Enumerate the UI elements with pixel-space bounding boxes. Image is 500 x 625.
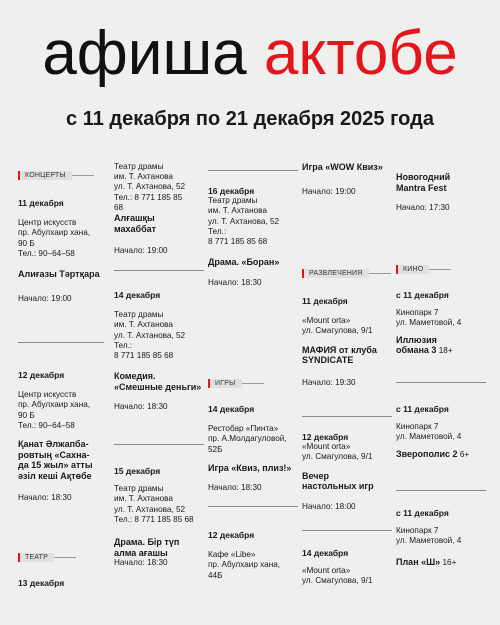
section-tag-concerts: КОНЦЕРТЫ xyxy=(18,170,104,180)
divider xyxy=(302,416,392,417)
event-date: 12 декабря xyxy=(208,530,255,540)
event-title-line-3: да 15 жыл» атты xyxy=(18,460,93,471)
event-venue: Театр драмы xyxy=(114,484,164,494)
event-title: Драма. «Боран» xyxy=(208,257,280,268)
event-title: План «Ш» xyxy=(396,556,441,567)
event-address: ул. Т. Ахтанова, 52 xyxy=(114,182,186,192)
event-title-line-2: алма ағашы xyxy=(114,547,168,558)
event-venue-2: им. Т. Ахтанова xyxy=(208,206,267,216)
event-title-line-1: Новогодний xyxy=(396,172,451,182)
event-movie-zootopia xyxy=(396,404,486,460)
age-rating: 6+ xyxy=(459,449,470,459)
event-date: 14 декабря xyxy=(114,290,161,300)
event-address: пр. А.Молдагуловой, xyxy=(208,434,287,444)
title-word-afisha: афиша xyxy=(42,19,247,88)
event-time: Начало: 19:00 xyxy=(302,186,356,196)
event-venue: «Mount orta» xyxy=(302,442,351,452)
event-address-2: 52Б xyxy=(208,444,223,454)
event-address: ул. Смагулова, 9/1 xyxy=(302,452,373,462)
page-title xyxy=(0,18,500,90)
event-movie-plan-sh xyxy=(396,508,486,568)
event-venue: Кинопарк 7 xyxy=(396,308,439,318)
event-date: 14 декабря xyxy=(208,404,255,414)
title-word-aktobe: актобе xyxy=(263,19,458,88)
divider xyxy=(208,506,298,507)
event-title-line-2: ровтың «Сахна- xyxy=(18,449,90,460)
event-title-line-1: Вечер xyxy=(302,470,330,481)
event-venue: Рестобар «Пинта» xyxy=(208,424,279,434)
divider xyxy=(396,490,486,491)
event-venue: «Mount orta» xyxy=(302,316,351,326)
event-phone: Тел.: 90–64–58 xyxy=(18,420,75,430)
divider xyxy=(114,270,204,271)
event-time: Начало: 18:30 xyxy=(114,402,168,412)
divider xyxy=(396,382,486,383)
event-date: 15 декабря xyxy=(114,466,161,476)
event-theatre-14 xyxy=(114,290,204,412)
event-time: Начало: 17:30 xyxy=(396,203,450,212)
event-title-line-4: әзіл кеші Ақтөбе xyxy=(18,470,92,481)
event-title-line-1: Драма. Бір түп xyxy=(114,537,180,548)
age-rating: 16+ xyxy=(442,557,457,567)
event-date: 12 декабря xyxy=(302,432,349,442)
event-venue: Театр драмы xyxy=(114,162,164,171)
event-title-line-2: настольных игр xyxy=(302,481,374,492)
event-title-line-2: Mantra Fest xyxy=(396,182,447,193)
divider xyxy=(114,444,204,445)
event-address: пр. Абулхаир хана, xyxy=(208,560,281,570)
event-venue: «Mount orta» xyxy=(302,566,351,576)
event-mount-orta-14 xyxy=(302,548,392,587)
event-title-line-2: обмана 3 xyxy=(396,345,437,356)
event-mantra-fest xyxy=(396,172,486,213)
event-phone-2: 8 771 185 85 68 xyxy=(114,351,174,361)
event-address: ул. Смагулова, 9/1 xyxy=(302,576,373,586)
event-time: Начало: 18:30 xyxy=(114,558,168,568)
event-theatre-13 xyxy=(18,578,104,588)
event-title-line-2: SYNDICATE xyxy=(302,355,354,366)
event-venue: Центр искусств xyxy=(18,390,77,400)
divider xyxy=(208,170,298,171)
event-time: Начало: 19:30 xyxy=(302,377,356,387)
age-rating: 18+ xyxy=(438,346,453,356)
event-venue-2: им. Т. Ахтанова xyxy=(114,172,173,182)
event-phone: Тел.: xyxy=(114,340,133,350)
event-date: 11 декабря xyxy=(302,296,348,306)
event-date: 12 декабря xyxy=(18,370,65,380)
section-tag-games: ИГРЫ xyxy=(208,378,298,388)
event-address: пр. Абулхаир хана, xyxy=(18,228,91,238)
event-phone: Тел.: xyxy=(208,226,227,236)
event-address: ул. Т. Ахтанова, 52 xyxy=(208,216,280,226)
divider xyxy=(302,530,392,531)
event-address: ул. Маметовой, 4 xyxy=(396,536,462,546)
event-address: ул. Смагулова, 9/1 xyxy=(302,326,373,336)
event-venue-2: им. Т. Ахтанова xyxy=(114,494,173,504)
event-game-14 xyxy=(208,404,298,494)
event-venue: Центр искусств xyxy=(18,218,77,228)
event-venue-2: им. Т. Ахтанова xyxy=(114,320,173,330)
event-board-games xyxy=(302,432,392,512)
event-address-2: 44Б xyxy=(208,570,223,580)
event-title-line-1: Алғашқы xyxy=(114,213,155,224)
event-date: с 11 декабря xyxy=(396,508,449,518)
event-address: ул. Маметовой, 4 xyxy=(396,318,462,328)
date-range-subtitle: с 11 декабря по 21 декабря 2025 года xyxy=(66,108,434,130)
event-title-line-1: МАФИЯ от клуба xyxy=(302,344,377,355)
section-tag-cinema: КИНО xyxy=(396,264,486,274)
event-date: 14 декабря xyxy=(302,548,349,558)
event-phone-2: 8 771 185 85 68 xyxy=(208,237,268,247)
event-address: ул. Т. Ахтанова, 52 xyxy=(114,330,186,340)
event-venue: Кафе «Libe» xyxy=(208,550,256,560)
event-address: ул. Т. Ахтанова, 52 xyxy=(114,504,186,514)
event-address-2: 90 Б xyxy=(18,410,35,420)
event-title-line-1: Қанат Әлжапба- xyxy=(18,439,89,450)
event-title: Игра «Квиз, плиз!» xyxy=(208,462,292,473)
event-date: с 11 декабря xyxy=(396,404,449,414)
event-concert-12 xyxy=(18,370,104,503)
event-address: пр. Абулхаир хана, xyxy=(18,400,91,410)
event-time: Начало: 18:30 xyxy=(208,483,262,493)
section-tag-entertainment: РАЗВЛЕЧЕНИЯ xyxy=(302,268,392,278)
event-venue: Театр драмы xyxy=(114,310,164,320)
event-date: 13 декабря xyxy=(18,578,65,588)
event-venue: Кинопарк 7 xyxy=(396,526,439,536)
event-title: Алиғазы Тәртқара xyxy=(18,269,100,280)
event-date: 11 декабря xyxy=(18,198,64,208)
event-game-12 xyxy=(208,530,298,581)
event-concert-11 xyxy=(18,198,104,304)
event-time: Начало: 18:00 xyxy=(302,501,356,511)
event-title-line-2: «Смешные деньги» xyxy=(114,381,202,392)
event-phone: Тел.: 90–64–58 xyxy=(18,248,75,258)
event-mafia xyxy=(302,296,392,388)
event-address-2: 90 Б xyxy=(18,238,35,248)
event-theatre-16 xyxy=(208,186,298,288)
event-title: Игра «WOW Квиз» xyxy=(302,162,383,172)
event-date: с 11 декабря xyxy=(396,290,449,300)
event-venue: Театр драмы xyxy=(208,196,258,206)
event-wow-quiz xyxy=(302,162,392,197)
event-phone-2: 68 xyxy=(114,202,124,212)
event-title-line-1: Комедия. xyxy=(114,371,156,382)
event-theatre-15 xyxy=(114,466,204,568)
event-title-line-1: Иллюзия xyxy=(396,334,437,345)
event-phone: Тел.: 8 771 185 85 xyxy=(114,192,183,202)
event-movie-illusion xyxy=(396,290,486,356)
event-time: Начало: 19:00 xyxy=(114,246,168,256)
divider xyxy=(18,342,104,343)
section-tag-theatre: ТЕАТР xyxy=(18,552,104,562)
event-venue: Кинопарк 7 xyxy=(396,422,439,432)
event-title-line-2: махаббат xyxy=(114,223,157,234)
event-theatre-alghashqy xyxy=(114,162,204,256)
event-time: Начало: 18:30 xyxy=(208,277,262,287)
event-address: ул. Маметовой, 4 xyxy=(396,432,462,442)
event-date: 16 декабря xyxy=(208,186,255,196)
event-time: Начало: 18:30 xyxy=(18,493,72,503)
event-phone: Тел.: 8 771 185 85 68 xyxy=(114,514,194,524)
event-time: Начало: 19:00 xyxy=(18,293,72,303)
event-title: Зверополис 2 xyxy=(396,448,458,459)
